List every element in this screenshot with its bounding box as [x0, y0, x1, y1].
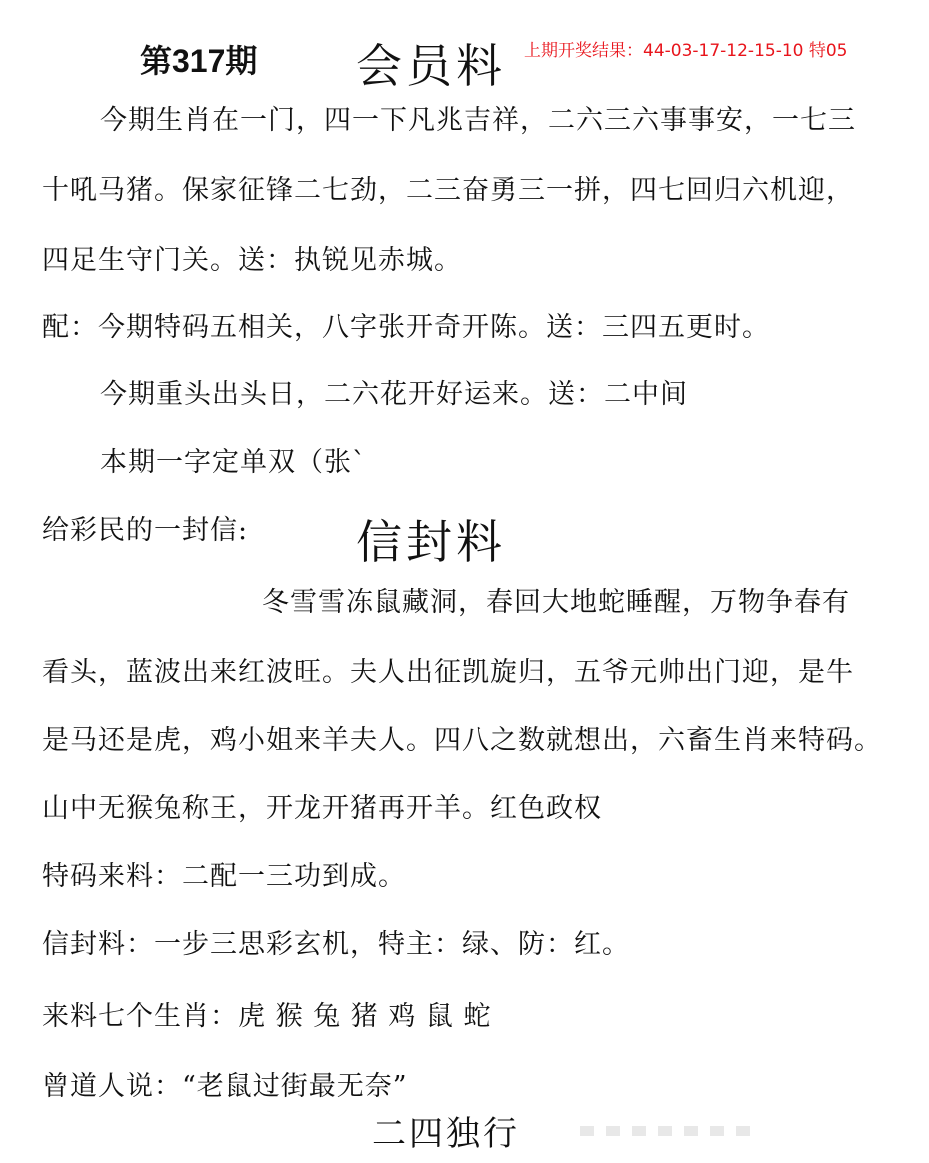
scan-smudge: [580, 1126, 760, 1136]
member-line-6: 本期一字定单双（张`: [100, 447, 367, 478]
member-line-4: 配：今期特码五相关，八字张开奇开陈。送：三四五更时。: [42, 312, 770, 343]
letter-line-7: 来料七个生肖：虎 猴 兔 猪 鸡 鼠 蛇: [42, 1001, 492, 1032]
member-material-title: 会员料: [356, 39, 506, 93]
letter-intro: 给彩民的一封信:: [42, 515, 249, 546]
last-draw-result: 上期开奖结果：44-03-17-12-15-10 特05: [524, 41, 848, 61]
letter-line-8: 曾道人说：“老鼠过街最无奈”: [42, 1071, 408, 1102]
footer-title: 二四独行: [372, 1114, 520, 1154]
letter-line-1: 冬雪雪冻鼠藏洞，春回大地蛇睡醒，万物争春有: [262, 587, 850, 618]
letter-line-5: 特码来料：二配一三功到成。: [42, 861, 406, 892]
member-line-5: 今期重头出头日，二六花开好运来。送：二中间: [100, 379, 688, 410]
issue-number: 第317期: [140, 43, 258, 79]
letter-line-6: 信封料：一步三思彩玄机，特主：绿、防：红。: [42, 929, 630, 960]
letter-line-2: 看头，蓝波出来红波旺。夫人出征凯旋归，五爷元帅出门迎，是牛: [42, 657, 854, 688]
letter-line-4: 山中无猴兔称王，开龙开猪再开羊。红色政权: [42, 793, 602, 824]
member-line-1: 今期生肖在一门，四一下凡兆吉祥，二六三六事事安，一七三: [100, 105, 856, 136]
letter-line-3: 是马还是虎，鸡小姐来羊夫人。四八之数就想出，六畜生肖来特码。: [42, 725, 882, 756]
member-line-3: 四足生守门关。送：执锐见赤城。: [42, 245, 462, 276]
member-line-2: 十吼马猪。保家征锋二七劲，二三奋勇三一拼，四七回归六机迎，: [42, 175, 854, 206]
envelope-material-title: 信封料: [356, 515, 506, 569]
